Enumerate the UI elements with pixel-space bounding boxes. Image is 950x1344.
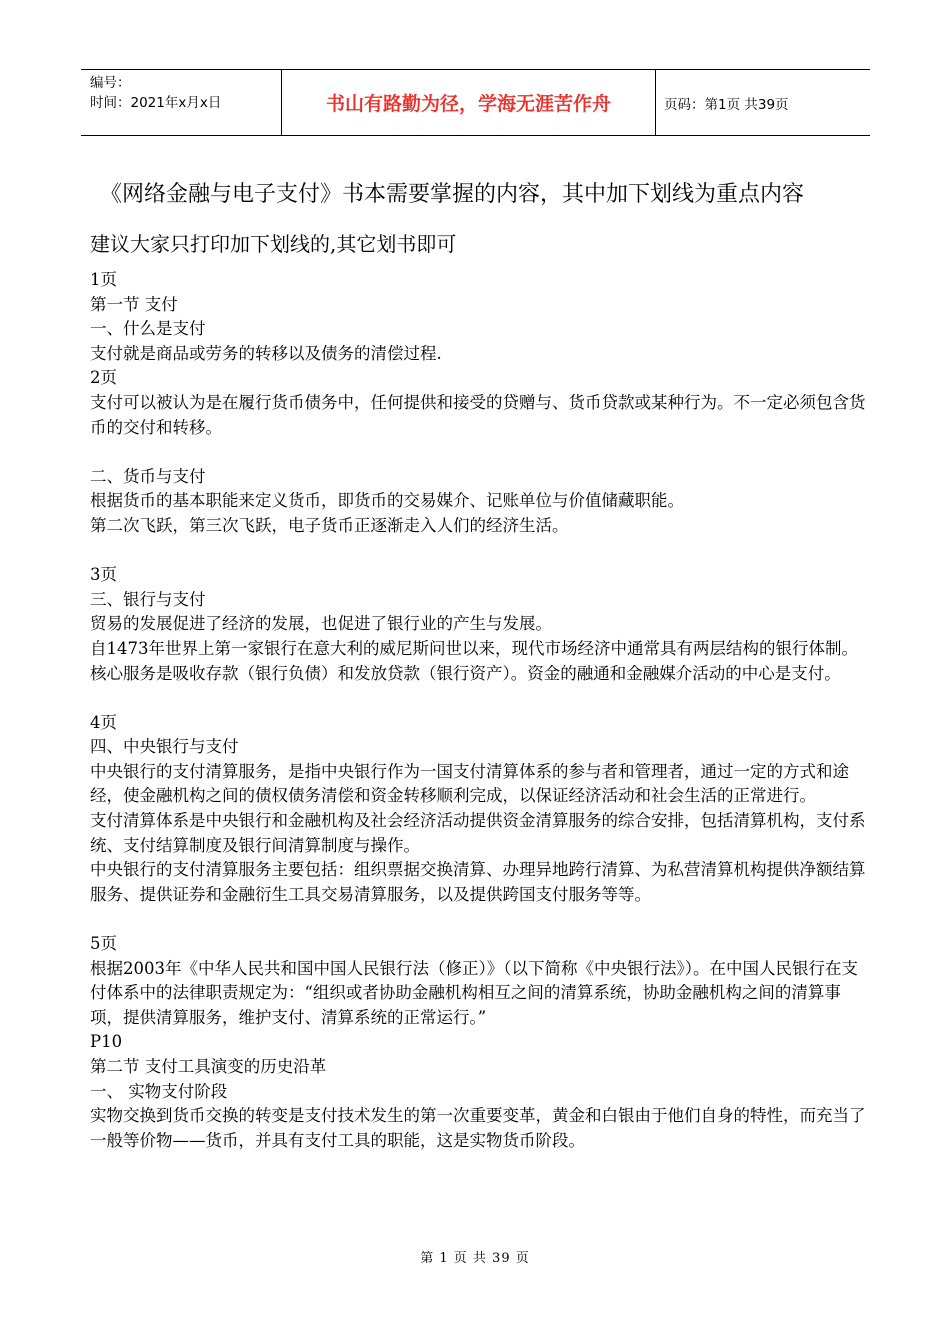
- body-paragraph: 四、中央银行与支付: [90, 737, 239, 757]
- body-paragraph: 根据货币的基本职能来定义货币，即货币的交易媒介、记账单位与价值储藏职能。: [90, 491, 684, 511]
- body-paragraph: 1页: [90, 270, 117, 289]
- body-paragraph: 自1473年世界上第一家银行在意大利的威尼斯问世以来，现代市场经济中通常具有两层结构的银行体制。核心服务是吸收存款（银行负债）和发放贷款（银行资产）。资金的融通和金融媒介活动的中心是支付。: [90, 638, 858, 683]
- document-title: 《网络金融与电子支付》书本需要掌握的内容，其中加下划线为重点内容: [100, 182, 805, 207]
- body-paragraph: 一、什么是支付: [90, 319, 206, 339]
- body-paragraph: P10: [90, 1032, 123, 1052]
- body-paragraph: 实物交换到货币交换的转变是支付技术发生的第一次重要变革，黄金和白银由于他们自身的特性，而充当了一般等价物——货币，并具有支付工具的职能，这是实物货币阶段。: [90, 1106, 866, 1150]
- blank-line: [90, 907, 870, 932]
- body-paragraph: 第二次飞跃，第三次飞跃，电子货币正逐渐走入人们的经济生活。: [90, 515, 569, 535]
- header-motto: 书山有路勤为径，学海无涯苦作舟: [282, 70, 656, 135]
- body-paragraph: 三、银行与支付: [90, 589, 206, 609]
- body-paragraph: 支付就是商品或劳务的转移以及债务的清偿过程.: [90, 343, 442, 363]
- code-label: 编号：: [90, 75, 131, 91]
- page-footer: 第 1 页 共 39 页: [420, 1251, 530, 1266]
- body-paragraph: 4页: [90, 712, 117, 732]
- body-paragraph: 3页: [90, 565, 117, 585]
- body-paragraph: 5页: [90, 934, 117, 954]
- document-body: [90, 268, 870, 1153]
- body-paragraph: 一、 实物支付阶段: [90, 1081, 228, 1101]
- body-paragraph: 支付可以被认为是在履行货币债务中，任何提供和接受的贷赠与、货币贷款或某种行为。不一定必须包含货币的交付和转移。: [90, 392, 866, 437]
- body-paragraph: 2页: [90, 368, 117, 388]
- body-paragraph: 第二节 支付工具演变的历史沿革: [90, 1057, 327, 1076]
- body-paragraph: 支付清算体系是中央银行和金融机构及社会经济活动提供资金清算服务的综合安排，包括清算机构，支付系统、支付结算制度及银行间清算制度与操作。: [90, 811, 866, 855]
- header-meta: [81, 70, 282, 135]
- body-paragraph: 贸易的发展促进了经济的发展，也促进了银行业的产生与发展。: [90, 614, 552, 634]
- blank-line: [90, 440, 870, 465]
- body-paragraph: 根据2003年《中华人民共和国中国人民银行法（修正）》（以下简称《中央银行法》）。在中国人民银行在支付体系中的法律职责规定为：“组织或者协助金融机构相互之间的清算系统，协助金融机构之间的清算事项，提供清算服务，维护支付、清算系统的正常运行。”: [90, 958, 858, 1027]
- body-paragraph: 中央银行的支付清算服务，是指中央银行作为一国支付清算体系的参与者和管理者，通过一定的方式和途经，使金融机构之间的债权债务清偿和资金转移顺利完成，以保证经济活动和社会生活的正常进行。: [90, 761, 849, 806]
- blank-line: [90, 686, 870, 711]
- header-page-number: 页码：第1页 共39页: [664, 96, 789, 113]
- body-paragraph: 第一节 支付: [90, 294, 178, 314]
- blank-line: [90, 539, 870, 564]
- date-label: 时间：2021年x月x日: [90, 95, 222, 111]
- document-subtitle: 建议大家只打印加下划线的,其它划书即可: [90, 232, 457, 256]
- header-table: [81, 69, 870, 136]
- body-paragraph: 二、货币与支付: [90, 466, 206, 486]
- body-paragraph: 中央银行的支付清算服务主要包括：组织票据交换清算、办理异地跨行清算、为私营清算机构提供净额结算服务、提供证券和金融衍生工具交易清算服务，以及提供跨国支付服务等等。: [90, 860, 866, 904]
